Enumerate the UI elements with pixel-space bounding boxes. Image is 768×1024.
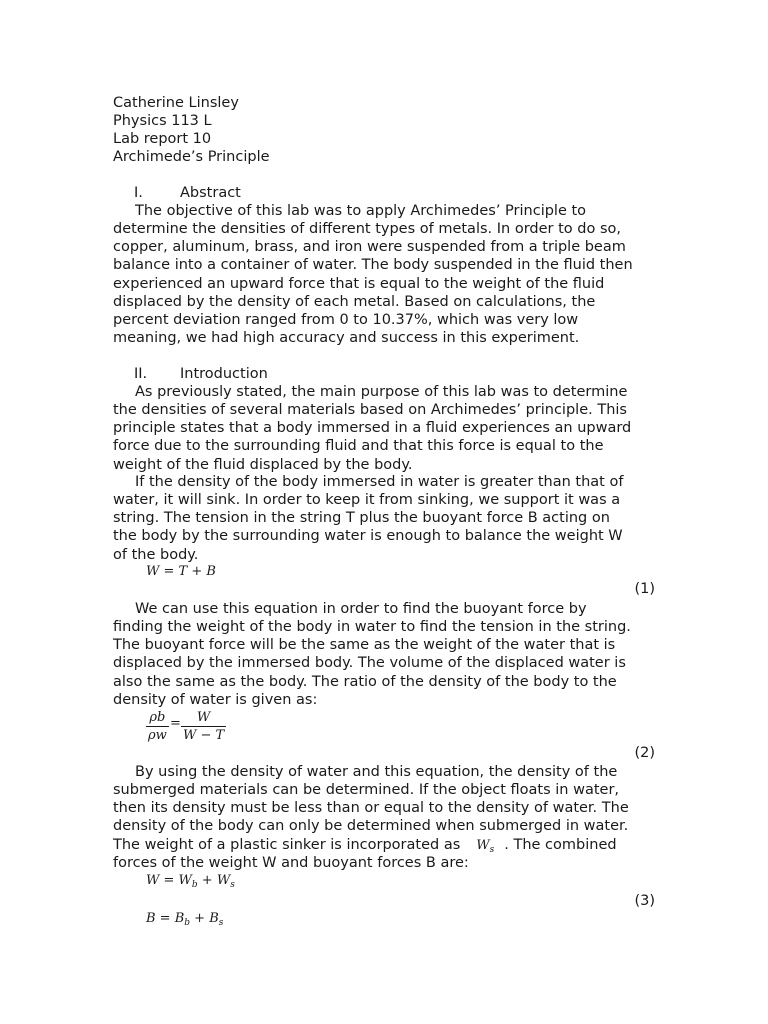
section-title: Introduction: [180, 366, 268, 382]
text-line: [113, 836, 658, 854]
section-heading-introduction: [134, 365, 268, 383]
text-line: also the same as the body. The ratio of the density of the body to the: [113, 673, 617, 690]
text-line: weight of the fluid displaced by the body.: [113, 456, 413, 473]
sinker-sentence-end: . The combined: [504, 836, 617, 853]
ws-subscript: s: [489, 844, 495, 855]
equation-3b: [146, 911, 223, 928]
course-name: Physics 113 L: [113, 113, 212, 129]
text-line: density of water is given as:: [113, 691, 318, 708]
author-name: Catherine Linsley: [113, 95, 239, 111]
equation-2-number: (2): [634, 745, 655, 761]
sinker-sentence: The weight of a plastic sinker is incorporated as: [113, 836, 461, 853]
lhs-numerator: ρb: [146, 709, 169, 727]
equation-3-number: (3): [634, 893, 655, 909]
eq3b-sub-s: s: [218, 918, 224, 928]
equation-1-number: (1): [634, 581, 655, 597]
eq3a-lhs: W = W: [146, 873, 192, 888]
section-heading-abstract: [134, 184, 241, 202]
text-line: water, it will sink. In order to keep it from sinking, we support it was a: [113, 492, 621, 509]
report-number: Lab report 10: [113, 131, 212, 147]
eq3a-sub-s: s: [230, 880, 235, 890]
intro-paragraph-3: [113, 600, 658, 709]
equation-2-equals: =: [170, 716, 181, 731]
text-line: the body by the surrounding water is enough to balance the weight W: [113, 528, 623, 545]
eq3b-mid: + B: [190, 911, 219, 926]
section-number: I.: [134, 185, 143, 201]
text-line: density of the body can only be determined when submerged in water.: [113, 818, 629, 835]
eq3a-sub-b: b: [191, 880, 198, 890]
text-line: then its density must be less than or equal to the density of water. The: [113, 800, 629, 817]
text-line: We can use this equation in order to find the buoyant force by: [135, 601, 587, 617]
section-title: Abstract: [180, 185, 241, 201]
text-line: percent deviation ranged from 0 to 10.37%, which was very low: [113, 311, 579, 328]
text-line: balance into a container of water. The body suspended in the fluid then: [113, 257, 633, 274]
text-line: displaced by the immersed body. The volume of the displaced water is: [113, 655, 626, 672]
text-line: The objective of this lab was to apply Archimedes’ Principle to: [135, 203, 587, 219]
text-line: the densities of several materials based on Archimedes’ principle. This: [113, 402, 627, 419]
equation-2-lhs-fraction: [146, 709, 169, 744]
section-number: II.: [134, 366, 148, 382]
text-line: finding the weight of the body in water to find the tension in the string.: [113, 619, 631, 636]
rhs-denominator: W − T: [183, 728, 225, 743]
rhs-numerator: W: [181, 709, 226, 727]
text-line: of the body.: [113, 546, 199, 563]
intro-paragraph-2: [113, 473, 658, 564]
intro-paragraph-1: [113, 383, 658, 474]
text-line: principle states that a body immersed in a fluid experiences an upward: [113, 420, 632, 437]
lhs-denominator: ρw: [148, 728, 167, 743]
eq3a-mid: + W: [197, 873, 231, 888]
equation-2-rhs-fraction: [181, 709, 226, 744]
sinker-weight-symbol: [476, 837, 494, 859]
text-line: By using the density of water and this equation, the density of the: [135, 764, 618, 780]
equation-3a: [146, 873, 235, 890]
text-line: forces of the weight W and buoyant forces B are:: [113, 854, 469, 871]
text-line: The buoyant force will be the same as the weight of the water that is: [113, 637, 616, 654]
text-line: experienced an upward force that is equal to the weight of the fluid: [113, 275, 605, 292]
text-line: As previously stated, the main purpose of this lab was to determine: [135, 384, 628, 400]
text-line: meaning, we had high accuracy and success in this experiment.: [113, 329, 580, 346]
text-line: force due to the surrounding fluid and that this force is equal to the: [113, 438, 604, 455]
text-line: displaced by the density of each metal. Based on calculations, the: [113, 293, 596, 310]
eq3b-sub-b: b: [184, 918, 191, 928]
text-line: determine the densities of different types of metals. In order to do so,: [113, 221, 621, 238]
ws-symbol: W: [476, 837, 490, 853]
text-line: If the density of the body immersed in water is greater than that of: [135, 474, 624, 490]
equation-1: W = T + B: [146, 564, 216, 579]
report-title: Archimede’s Principle: [113, 149, 270, 165]
text-line: submerged materials can be determined. If the object floats in water,: [113, 782, 620, 799]
text-line: string. The tension in the string T plus the buoyant force B acting on: [113, 510, 610, 527]
text-line: copper, aluminum, brass, and iron were suspended from a triple beam: [113, 239, 626, 256]
intro-paragraph-4: [113, 763, 658, 872]
eq3b-lhs: B = B: [146, 911, 185, 926]
abstract-paragraph: [113, 202, 658, 347]
